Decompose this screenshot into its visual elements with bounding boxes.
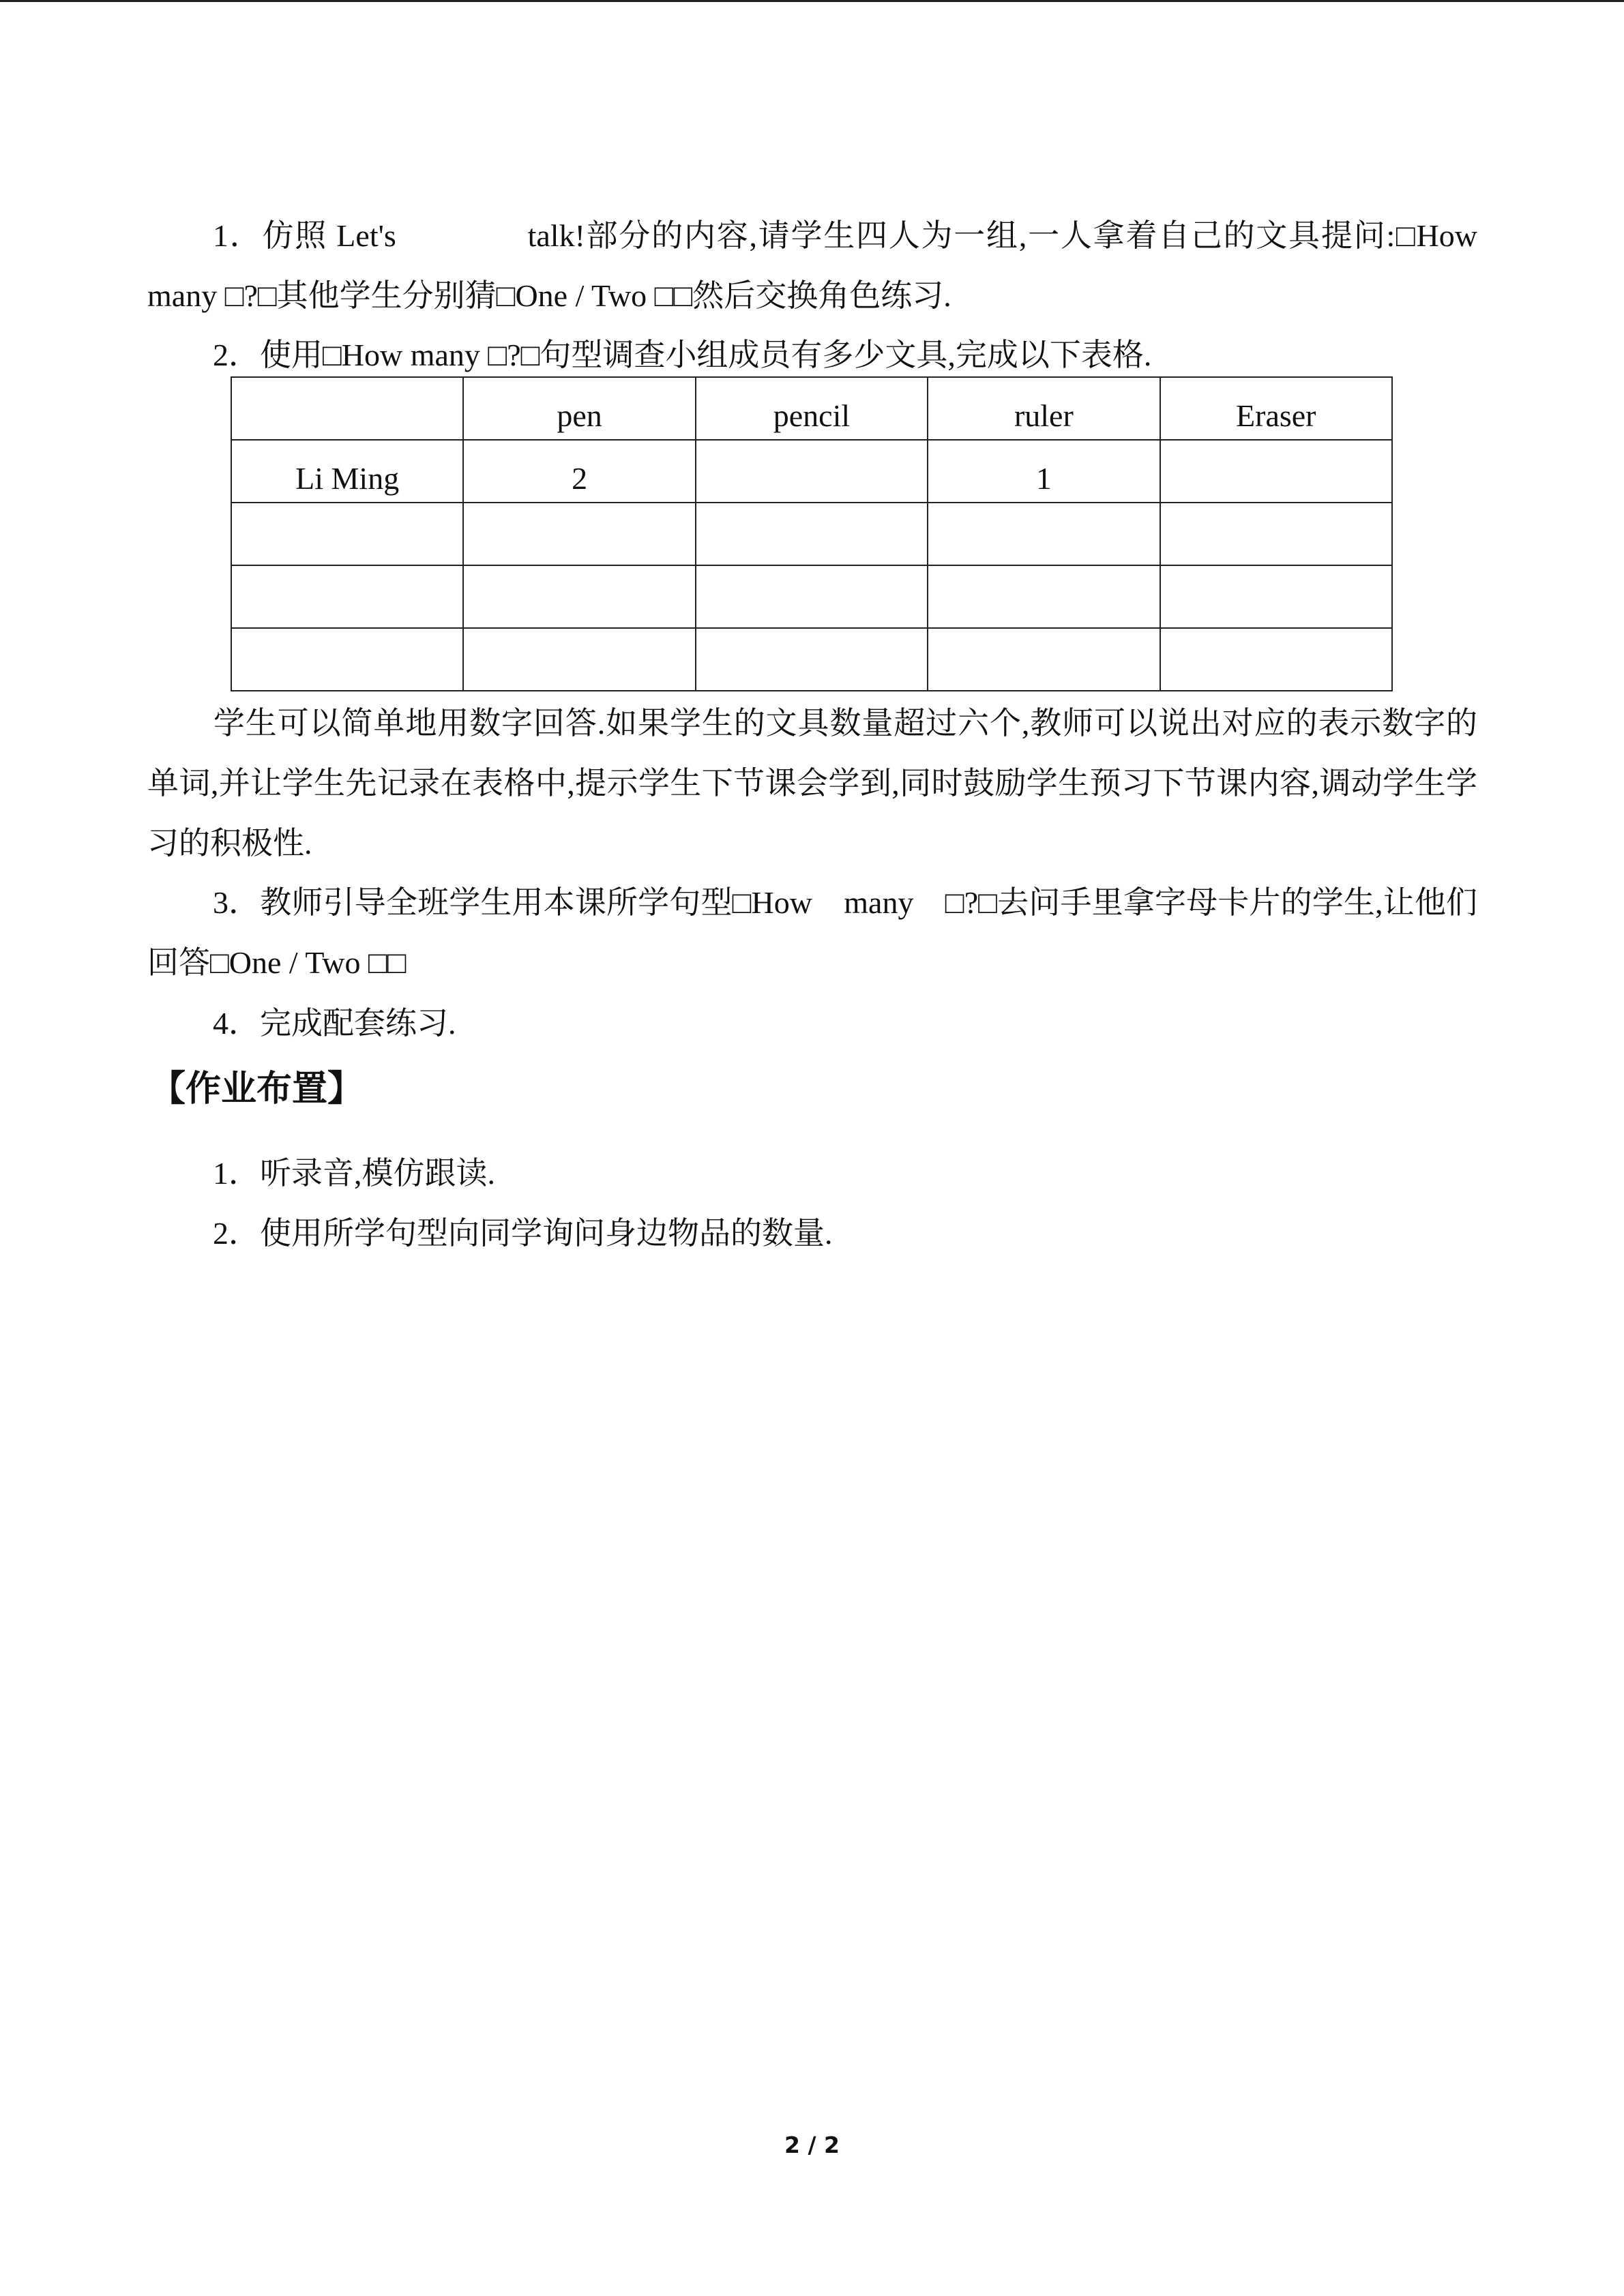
table-cell: [1160, 440, 1392, 503]
stationery-survey-table: [231, 376, 1393, 691]
table-cell: [231, 628, 463, 691]
paragraph-step-3: [147, 873, 1477, 993]
homework-item-1: [147, 1144, 1477, 1204]
table-cell: [231, 565, 463, 628]
table-cell: [463, 503, 695, 565]
table-cell: [1160, 565, 1392, 628]
paragraph-note: [147, 694, 1477, 874]
table-cell: [231, 503, 463, 565]
table-cell: [696, 440, 928, 503]
homework-item-2: [147, 1204, 1477, 1264]
paragraph-step-3-text: 3．教师引导全班学生用本课所学句型□How many □?□去问手里拿字母卡片的学生,让他们回答□One / Two □□: [147, 885, 1477, 980]
table-header-cell: pencil: [696, 377, 928, 440]
table-row: [231, 440, 1392, 503]
table-cell: [928, 628, 1160, 691]
paragraph-step-1-text: 1．仿照 Let's talk!部分的内容,请学生四人为一组,一人拿着自己的文具提问:□How many □?□其他学生分别猜□One / Two □□然后交换角色练习.: [147, 218, 1477, 313]
table-row: [231, 503, 1392, 565]
table-header-cell: [231, 377, 463, 440]
table-cell: Li Ming: [231, 440, 463, 503]
paragraph-step-4-text: 4．完成配套练习.: [213, 1006, 456, 1041]
table-cell: [1160, 628, 1392, 691]
paragraph-step-2-text: 2．使用□How many □?□句型调查小组成员有多少文具,完成以下表格.: [213, 338, 1152, 372]
paragraph-step-1: [147, 206, 1477, 326]
table-cell: [1160, 503, 1392, 565]
table-cell: [928, 503, 1160, 565]
table-cell: [696, 503, 928, 565]
homework-item-2-text: 2．使用所学句型向同学询问身边物品的数量.: [213, 1216, 833, 1251]
homework-heading: 【作业布置】: [150, 1069, 364, 1109]
table-header-cell: Eraser: [1160, 377, 1392, 440]
table-cell: [463, 565, 695, 628]
homework-item-1-text: 1．听录音,模仿跟读.: [213, 1156, 495, 1191]
table-cell: 2: [463, 440, 695, 503]
table-cell: [463, 628, 695, 691]
table-row: [231, 565, 1392, 628]
table-header-cell: ruler: [928, 377, 1160, 440]
paragraph-note-text: 学生可以简单地用数字回答.如果学生的文具数量超过六个,教师可以说出对应的表示数字的单词,并让学生先记录在表格中,提示学生下节课会学到,同时鼓励学生预习下节课内容,调动学生学习的积极性.: [147, 706, 1477, 861]
table-row: [231, 628, 1392, 691]
table-header-cell: pen: [463, 377, 695, 440]
paragraph-step-4: [147, 994, 1477, 1054]
table-cell: [696, 565, 928, 628]
page-number: 2 / 2: [784, 2132, 840, 2158]
table-cell: 1: [928, 440, 1160, 503]
table-cell: [696, 628, 928, 691]
table-cell: [928, 565, 1160, 628]
table-header-row: [231, 377, 1392, 440]
